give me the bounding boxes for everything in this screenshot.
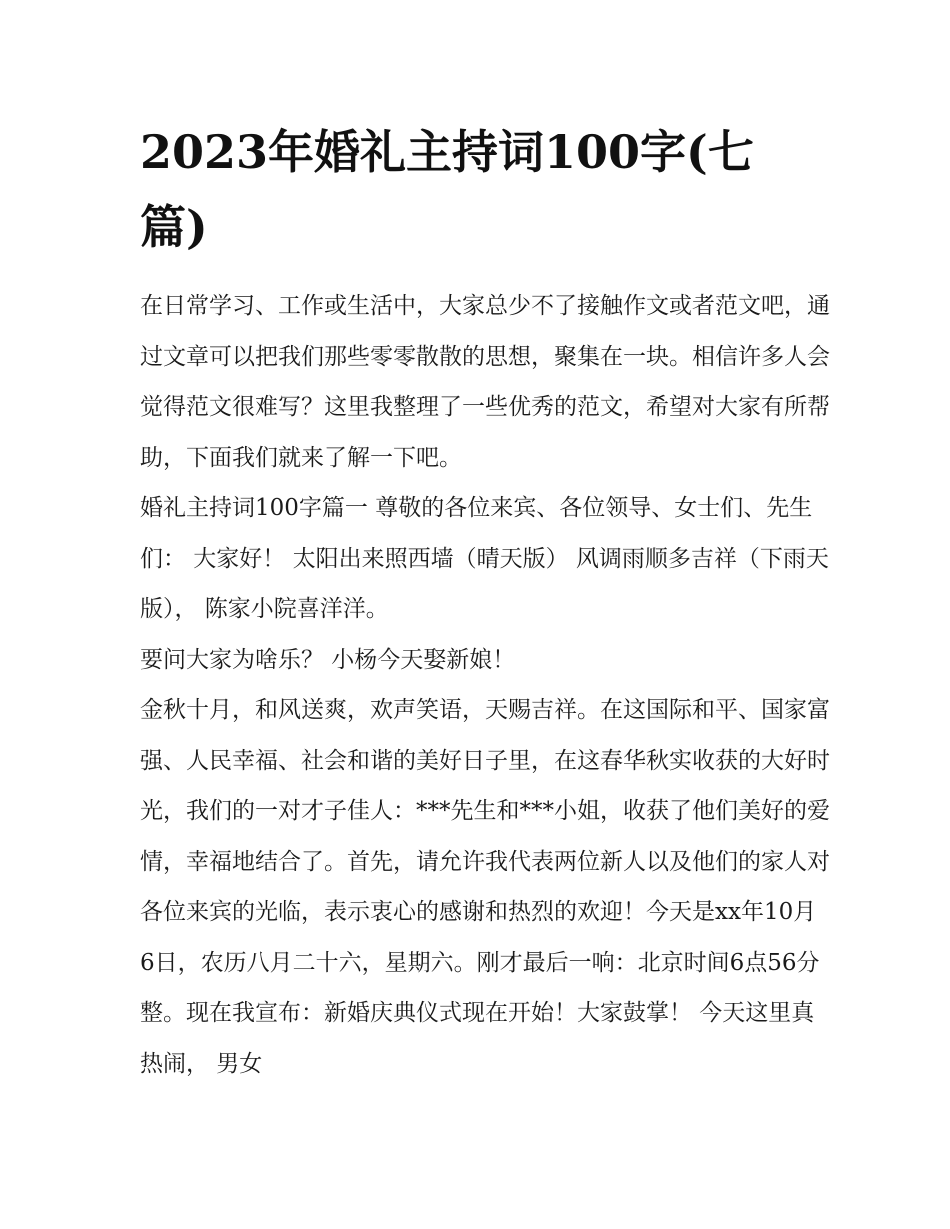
document-title: 2023年婚礼主持词100字(七篇) (140, 125, 754, 254)
document-body (140, 281, 830, 1089)
paragraph-question: 要问大家为啥乐？ 小杨今天娶新娘！ (140, 646, 516, 673)
paragraph-opening: 婚礼主持词100字篇一 尊敬的各位来宾、各位领导、女士们、先生们： 大家好！ 太阳出来照西墙（晴天版） 风调雨顺多吉祥（下雨天版）， 陈家小院喜洋洋。 (140, 495, 829, 622)
paragraph-intro: 在日常学习、工作或生活中，大家总少不了接触作文或者范文吧，通过文章可以把我们那些零零散散的思想，聚集在一块。相信许多人会觉得范文很难写？这里我整理了一些优秀的范文，希望对大家有所帮助，下面我们就来了解一下吧。 (140, 293, 830, 471)
paragraph-ceremony: 金秋十月，和风送爽，欢声笑语，天赐吉祥。在这国际和平、国家富强、人民幸福、社会和谐的美好日子里，在这春华秋实收获的大好时光，我们的一对才子佳人：***先生和***小姐，收获了他们美好的爱情，幸福地结合了。首先，请允许我代表两位新人以及他们的家人对各位来宾的光临，表示衷心的感谢和热烈的欢迎！今天是xx年10月6日，农历八月二十六，星期六。刚才最后一响：北京时间6点56分整。现在我宣布：新婚庆典仪式现在开始！大家鼓掌！ 今天这里真热闹， 男女 (140, 697, 830, 1077)
